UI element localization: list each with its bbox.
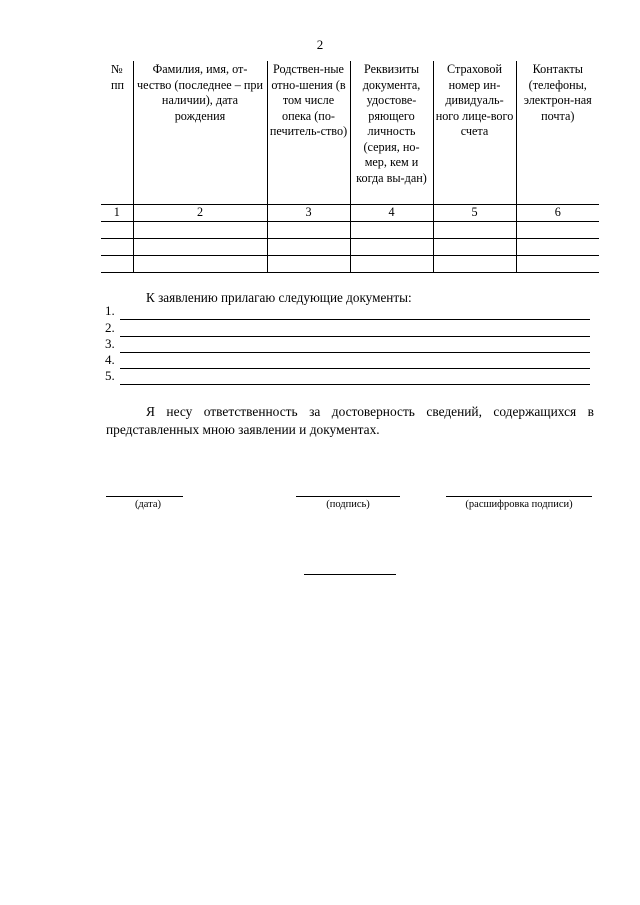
responsibility-statement: Я несу ответственность за достоверность сведений, содержащихся в представленных мною заявлении и документах.: [106, 404, 594, 437]
column-number: 4: [350, 205, 433, 222]
table-cell[interactable]: [516, 222, 599, 239]
family-members-table: [101, 61, 599, 273]
page-number: 2: [316, 37, 324, 52]
table-cell[interactable]: [133, 222, 267, 239]
attachment-line-1[interactable]: [105, 304, 590, 320]
table-cell[interactable]: [433, 256, 516, 273]
attachment-underline: [120, 384, 590, 385]
header-number: № пп: [111, 62, 125, 92]
header-full-name: Фамилия, имя, от-чество (последнее – при наличии), дата рождения: [133, 61, 267, 205]
attachment-line-3[interactable]: [105, 337, 590, 353]
signature-caption: (подпись): [326, 499, 370, 510]
table-row: [101, 256, 599, 273]
table-cell[interactable]: [133, 256, 267, 273]
table-cell[interactable]: [101, 239, 133, 256]
column-number: 5: [433, 205, 516, 222]
date-line[interactable]: [106, 496, 183, 497]
table-row: [101, 239, 599, 256]
attachment-number: 5.: [105, 368, 115, 383]
signature-decoding-line[interactable]: [446, 496, 592, 497]
column-number: 6: [516, 205, 599, 222]
attachment-line-5[interactable]: [105, 369, 590, 385]
date-caption: (дата): [134, 499, 162, 510]
table-row: [101, 222, 599, 239]
table-header-row: [101, 61, 599, 205]
table-cell[interactable]: [101, 222, 133, 239]
column-number-row: [101, 205, 599, 222]
header-id-document: Реквизиты документа, удостове-ряющего личность (серия, но-мер, кем и когда вы-дан): [350, 61, 433, 205]
attachment-number: 1.: [105, 303, 115, 318]
table-cell[interactable]: [267, 222, 350, 239]
end-separator-line: [304, 574, 396, 575]
column-number: 3: [267, 205, 350, 222]
table-cell[interactable]: [350, 256, 433, 273]
table-cell[interactable]: [516, 256, 599, 273]
attachment-number: 4.: [105, 352, 115, 367]
attachments-intro: К заявлению прилагаю следующие документы:: [146, 290, 412, 305]
attachment-line-4[interactable]: [105, 353, 590, 369]
table-cell[interactable]: [267, 256, 350, 273]
table-cell[interactable]: [433, 239, 516, 256]
table-cell[interactable]: [101, 256, 133, 273]
signature-line[interactable]: [296, 496, 400, 497]
attachment-line-2[interactable]: [105, 321, 590, 337]
table-cell[interactable]: [350, 239, 433, 256]
table-cell[interactable]: [350, 222, 433, 239]
attachment-number: 2.: [105, 320, 115, 335]
attachment-underline: [120, 319, 590, 320]
column-number: 2: [133, 205, 267, 222]
table-cell[interactable]: [133, 239, 267, 256]
header-contacts: Контакты (телефоны, электрон-ная почта): [516, 61, 599, 205]
attachment-number: 3.: [105, 336, 115, 351]
signature-decoding-caption: (расшифровка подписи): [465, 499, 573, 510]
column-number: 1: [101, 205, 133, 222]
header-relationship: Родствен-ные отно-шения (в том числе опека (по-печитель-ство): [267, 61, 350, 205]
table-cell[interactable]: [433, 222, 516, 239]
table-cell[interactable]: [267, 239, 350, 256]
table-cell[interactable]: [516, 239, 599, 256]
header-insurance-number: Страховой номер ин-дивидуаль-ного лице-вого счета: [433, 61, 516, 205]
